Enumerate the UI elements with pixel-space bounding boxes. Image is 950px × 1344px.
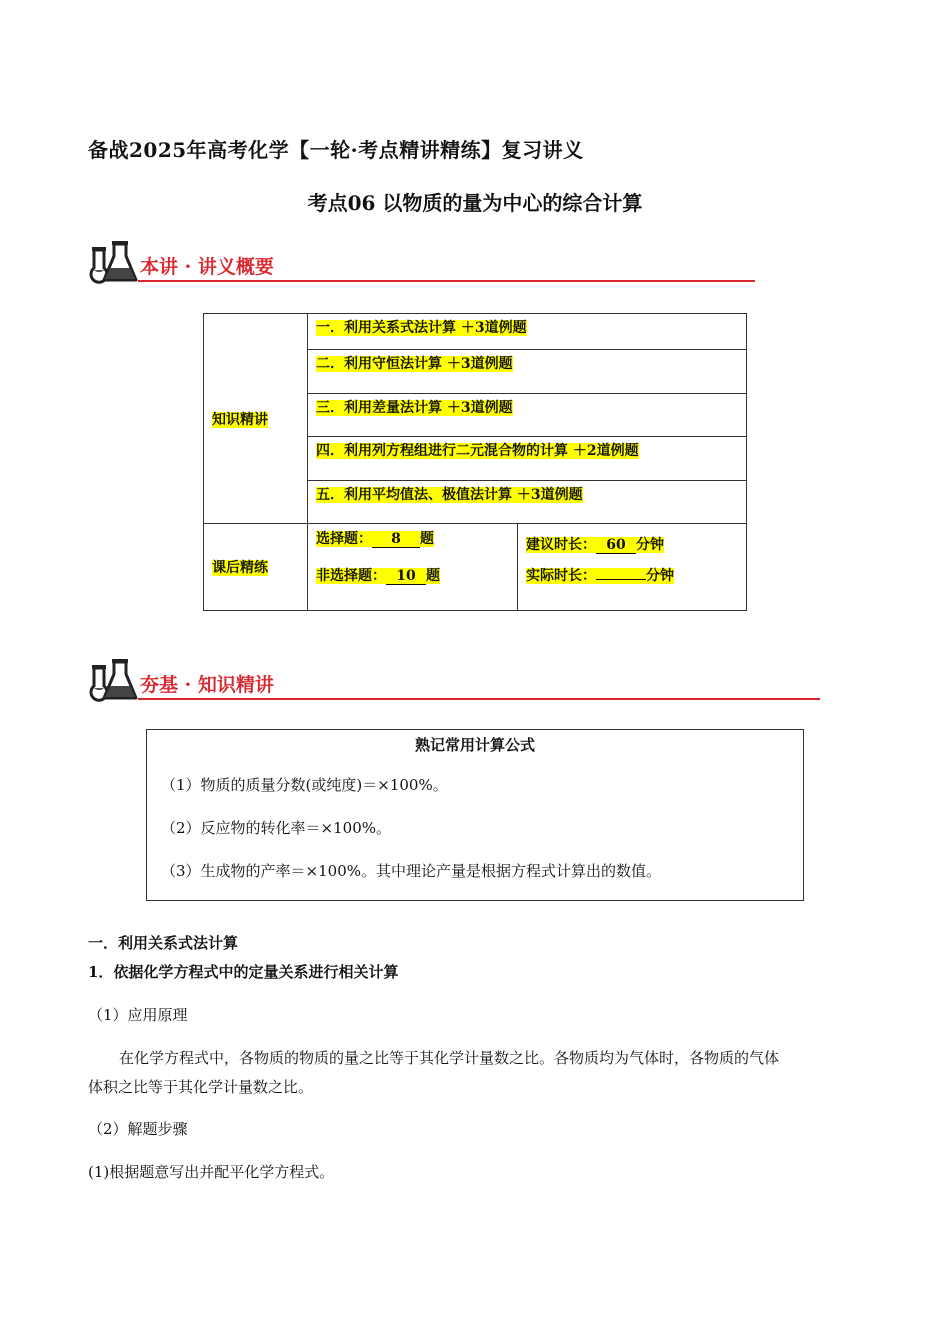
question-count-cell — [308, 524, 518, 611]
practice-cell — [204, 524, 308, 611]
knowledge-item: 四．利用列方程组进行二元混合物的计算 ＋2道例题 — [308, 437, 747, 481]
section-header-knowledge — [88, 658, 823, 708]
knowledge-item: 五．利用平均值法、极值法计算 ＋3道例题 — [308, 481, 747, 524]
paragraph-label: （1）应用原理 — [88, 1006, 188, 1024]
document-title: 备战2025年高考化学【一轮·考点精讲精练】复习讲义 — [88, 138, 584, 162]
section-underline — [138, 280, 755, 282]
section-label: 夯基 · 知识精讲 — [140, 674, 274, 696]
paragraph-label: （2）解题步骤 — [88, 1120, 188, 1138]
formula-line: （1）物质的质量分数(或纯度)＝×100%。 — [161, 776, 448, 794]
section-underline — [138, 698, 820, 700]
paragraph-text: 在化学方程式中，各物质的物质的量之比等于其化学计量数之比。各物质均为气体时，各物质的气体 — [119, 1049, 780, 1067]
suggested-duration: 建议时长： 60 分钟 — [526, 537, 664, 553]
section-header-overview — [88, 240, 758, 290]
heading-subsection: 1．依据化学方程式中的定量关系进行相关计算 — [88, 963, 399, 981]
knowledge-item: 一．利用关系式法计算 ＋3道例题 — [308, 314, 747, 350]
document-subtitle: 考点06 以物质的量为中心的综合计算 — [307, 191, 643, 215]
nonchoice-question-count: 非选择题： 10 题 — [316, 568, 440, 584]
section-label: 本讲 · 讲义概要 — [140, 256, 274, 278]
choice-question-count: 选择题： 8 题 — [316, 531, 434, 547]
actual-duration: 实际时长： 分钟 — [526, 568, 674, 584]
paragraph-text: 体积之比等于其化学计量数之比。 — [88, 1078, 314, 1096]
duration-cell — [518, 524, 747, 611]
heading-section-one: 一．利用关系式法计算 — [88, 934, 239, 952]
step-text: (1)根据题意写出并配平化学方程式。 — [88, 1163, 335, 1181]
knowledge-item: 三．利用差量法计算 ＋3道例题 — [308, 394, 747, 437]
flask-icon — [88, 240, 138, 284]
formula-line: （3）生成物的产率＝×100%。其中理论产量是根据方程式计算出的数值。 — [161, 862, 661, 880]
formula-box — [146, 729, 804, 901]
knowledge-item: 二．利用守恒法计算 ＋3道例题 — [308, 350, 747, 394]
formula-heading: 熟记常用计算公式 — [414, 736, 535, 754]
overview-table — [203, 313, 747, 611]
knowledge-cell — [204, 314, 308, 524]
flask-icon — [88, 658, 138, 702]
practice-label: 课后精练 — [212, 560, 268, 576]
formula-line: （2）反应物的转化率＝×100%。 — [161, 819, 391, 837]
knowledge-label: 知识精讲 — [212, 411, 268, 428]
